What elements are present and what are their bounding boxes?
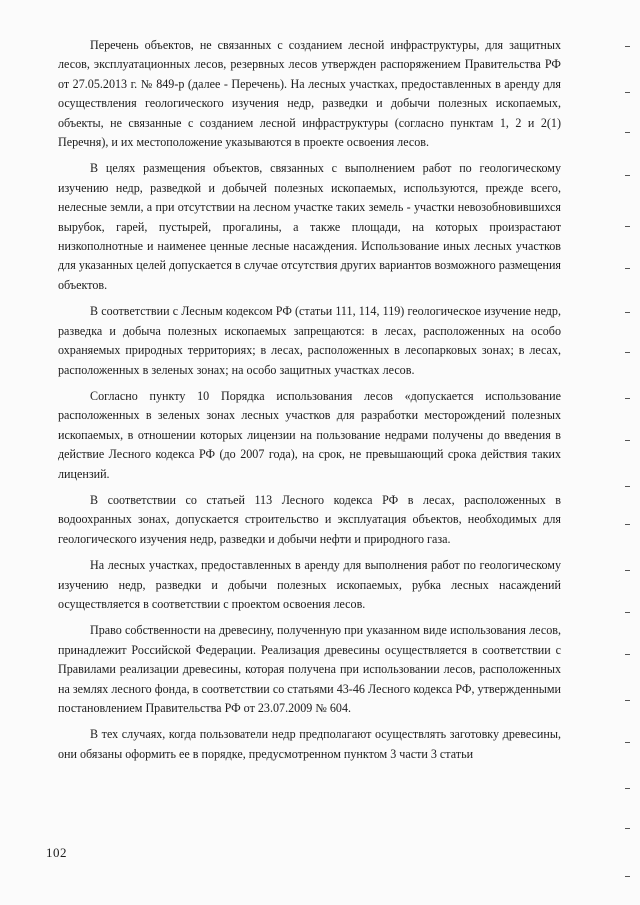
- scan-mark: [625, 398, 630, 399]
- paragraph: На лесных участках, предоставленных в аренду для выполнения работ по геологическому изучению недр, разведки и добычи полезных ископаемых, рубка лесных насаждений осуществляется в соответствии с проектом освоения лесов.: [58, 558, 561, 611]
- scan-mark: [625, 788, 630, 789]
- scan-mark: [625, 175, 630, 176]
- scan-mark: [625, 828, 630, 829]
- scan-mark: [625, 46, 630, 47]
- paragraph: Перечень объектов, не связанных с созданием лесной инфраструктуры, для защитных лесов, эксплуатационных лесов, резервных лесов утвержден распоряжением Правительства РФ от 27.05.2013 г. № 849-р (далее - Перечень). На лесных участках, предоставленных в аренду для осуществления геологического изучения недр, разведки и добычи полезных ископаемых, объекты, не связанные с созданием лесной инфраструктуры (согласно пунктам 1, 2 и 2(1) Перечня), и их местоположение указываются в проекте освоения лесов.: [58, 38, 561, 150]
- paragraph: В целях размещения объектов, связанных с выполнением работ по геологическому изучению недр, разведкой и добычей полезных ископаемых, используются, прежде всего, нелесные земли, а при отсутствии на лесном участке таких земель - участки невозобновившихся вырубок, гарей, пустырей, прогалины, а также площади, на которых произрастают низкополнотные и наименее ценные лесные насаждения. Использование иных лесных участков для указанных целей допускается в случае отсутствия других вариантов возможного размещения объектов.: [58, 161, 561, 292]
- paragraph: В соответствии с Лесным кодексом РФ (статьи 111, 114, 119) геологическое изучение недр, разведка и добыча полезных ископаемых запрещаются: в лесах, расположенных на особо охраняемых природных территориях; в лесах, расположенных в лесопарковых зонах; в лесах, расположенных в зеленых зонах; на особо защитных участках лесов.: [58, 304, 561, 377]
- scan-mark: [625, 226, 630, 227]
- scan-mark: [625, 654, 630, 655]
- scan-mark: [625, 268, 630, 269]
- scan-mark: [625, 570, 630, 571]
- scan-mark: [625, 524, 630, 525]
- paragraph: Право собственности на древесину, полученную при указанном виде использования лесов, принадлежит Российской Федерации. Реализация древесины осуществляется в соответствии с Правилами реализации древесины, которая получена при использовании лесов, расположенных на землях лесного фонда, в соответствии со статьями 43-46 Лесного кодекса РФ, утвержденными постановлением Правительства РФ от 23.07.2009 № 604.: [58, 623, 561, 715]
- scan-mark: [625, 486, 630, 487]
- scan-mark: [625, 92, 630, 93]
- scan-mark: [625, 876, 630, 877]
- scan-mark: [625, 132, 630, 133]
- scan-margin-marks: [610, 0, 640, 905]
- scan-mark: [625, 612, 630, 613]
- scan-mark: [625, 440, 630, 441]
- body-text: [58, 36, 561, 771]
- paragraph: В соответствии со статьей 113 Лесного кодекса РФ в лесах, расположенных в водоохранных зонах, допускается строительство и эксплуатация объектов, необходимых для геологического изучения недр, разведки и добычи нефти и природного газа.: [58, 492, 561, 546]
- paragraph: Согласно пункту 10 Порядка использования лесов «допускается использование расположенных в зеленых зонах лесных участков для разработки месторождений полезных ископаемых, в отношении которых лицензии на пользование недрами получены до введения в действие Лесного кодекса РФ (до 2007 года), на срок, не превышающий срока действия таких лицензий.: [58, 388, 561, 481]
- scan-mark: [625, 312, 630, 313]
- scan-mark: [625, 352, 630, 353]
- scan-mark: [625, 700, 630, 701]
- scan-mark: [625, 742, 630, 743]
- paragraph: В тех случаях, когда пользователи недр предполагают осуществлять заготовку древесины, они обязаны оформить ее в порядке, предусмотренном пунктом 3 части 3 статьи: [58, 727, 561, 761]
- page-number: 102: [46, 845, 67, 860]
